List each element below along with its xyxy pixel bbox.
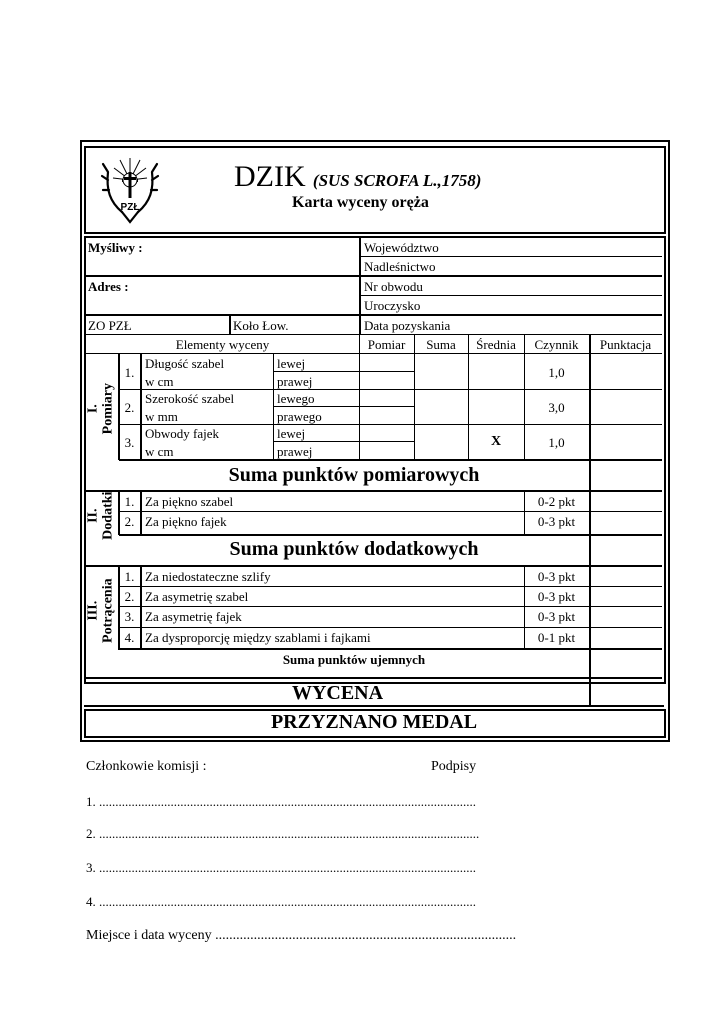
row1-num: 1. [124, 365, 135, 380]
title-text: DZIK [234, 160, 306, 193]
ded1-range: 0-3 pkt [537, 569, 576, 584]
signature-line-1: 1. .................................................................................................................... [86, 794, 476, 809]
ded2-name: Za asymetrię szabel [145, 589, 249, 604]
signature-line-2: 2. ..................................................................................................................... [86, 826, 480, 841]
ded4-range: 0-1 pkt [537, 630, 576, 645]
row1-name2: w cm [145, 374, 174, 389]
signature-line-3: 3. .................................................................................................................... [86, 860, 476, 875]
add1-name: Za piękno szabel [145, 494, 234, 509]
nr-obwodu-label: Nr obwodu [364, 279, 423, 294]
row2-name2: w mm [145, 409, 178, 424]
col-suma: Suma [426, 337, 456, 352]
add2-range: 0-3 pkt [537, 514, 576, 529]
data-pozyskania-label: Data pozyskania [364, 318, 451, 333]
col-czynnik: Czynnik [534, 337, 579, 352]
ded3-name: Za asymetrię fajek [145, 609, 242, 624]
row2-num: 2. [124, 400, 135, 415]
add2-name: Za piękno fajek [145, 514, 227, 529]
ded2-num: 2. [124, 589, 135, 604]
kolo-label: Koło Łow. [233, 318, 289, 333]
latin-name: (SUS SCROFA L.,1758) [312, 171, 482, 190]
svg-text:PZŁ: PZŁ [120, 202, 140, 213]
add1-num: 1. [124, 494, 135, 509]
ded3-num: 3. [124, 609, 135, 624]
section3-sum-label: Suma punktów ujemnych [282, 652, 426, 667]
row1-name1: Długość szabel [145, 356, 225, 371]
ded1-name: Za niedostateczne szlify [145, 569, 271, 584]
ded1-num: 1. [124, 569, 135, 584]
row3-name1: Obwody fajek [145, 426, 220, 441]
row2-factor: 3,0 [548, 400, 565, 415]
section1-label: I. Pomiary [85, 383, 115, 435]
ded4-name: Za dysproporcję między szablami i fajkami [145, 630, 371, 645]
ded2-range: 0-3 pkt [537, 589, 576, 604]
row3-num: 3. [124, 435, 135, 450]
add2-num: 2. [124, 514, 135, 529]
row3-side2: prawej [277, 444, 313, 459]
wojewodztwo-label: Województwo [364, 240, 439, 255]
row2-name1: Szerokość szabel [145, 391, 235, 406]
miejsce-data-line: Miejsce i data wyceny ...................................................................................... [86, 928, 517, 943]
adres-label: Adres : [88, 279, 129, 294]
komisja-label: Członkowie komisji : [86, 759, 207, 774]
subtitle: Karta wyceny oręża [292, 194, 429, 211]
page-title [234, 162, 481, 192]
row1-side1: lewej [277, 356, 306, 371]
medal-label: PRZYZNANO MEDAL [270, 711, 478, 733]
row3-srednia: X [490, 434, 502, 449]
mysliwy-label: Myśliwy : [88, 240, 143, 255]
add1-range: 0-2 pkt [537, 494, 576, 509]
nadlesnictwo-label: Nadleśnictwo [364, 259, 436, 274]
section2-sum-label: Suma punktów dodatkowych [229, 538, 479, 560]
row3-factor: 1,0 [548, 435, 565, 450]
col-elementy: Elementy wyceny [175, 337, 270, 352]
row2-side1: lewego [277, 391, 315, 406]
section1-sum-label: Suma punktów pomiarowych [228, 464, 480, 486]
zo-pzl-label: ZO PZŁ [88, 318, 132, 333]
signature-line-4: 4. .................................................................................................................... [86, 894, 476, 909]
uroczysko-label: Uroczysko [364, 298, 421, 313]
row3-name2: w cm [145, 444, 174, 459]
col-punktacja: Punktacja [599, 337, 652, 352]
ded3-range: 0-3 pkt [537, 609, 576, 624]
section3-label: III. Potrącenia [85, 578, 115, 643]
row3-side1: lewej [277, 426, 306, 441]
row2-side2: prawego [277, 409, 322, 424]
row1-side2: prawej [277, 374, 313, 389]
wycena-label: WYCENA [291, 682, 384, 704]
row1-factor: 1,0 [548, 365, 565, 380]
col-srednia: Średnia [476, 337, 516, 352]
section2-label: II. Dodatki [85, 491, 115, 540]
ded4-num: 4. [124, 630, 135, 645]
pzl-logo [100, 150, 160, 225]
podpisy-label: Podpisy [431, 759, 477, 774]
col-pomiar: Pomiar [367, 337, 406, 352]
